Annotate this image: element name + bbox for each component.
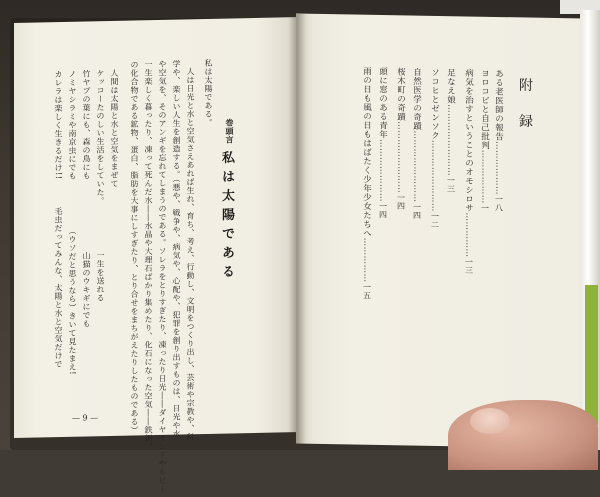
thumb <box>448 400 598 470</box>
toc-item: 桜木町の奇蹟……………………一四 <box>395 67 406 211</box>
toc-item: ある老医師の報告………………一八 <box>493 68 504 213</box>
body-line: 毛虫だってみんな、太陽と水と空気だけで <box>54 206 63 369</box>
toc-item: ヨロコビと自己批判………………一 <box>479 68 490 213</box>
body-line: 山猫のウキギにでも <box>82 251 91 329</box>
body-line: 人間は太陽と水と空気をまぜて <box>110 68 119 188</box>
left-page <box>14 17 300 494</box>
body-line: 学や、楽しい人生を創造する。（悪や、戦争や、病気や、心配や、犯罪を創り出すものは、日光や水 <box>172 59 181 439</box>
body-line: ケッコーたのしい生活をしていた。 <box>96 69 105 206</box>
page-number: — 9 — <box>72 413 99 423</box>
toc-item: 頭に窓のある青年…………………一四 <box>377 66 388 220</box>
toc-item: 自然医学の奇蹟……………………一四 <box>411 67 422 220</box>
chapter-title: 私は太陽である <box>219 150 234 284</box>
body-line: 私は太陽である。 <box>204 58 213 128</box>
toc-item: 雨の日も風の日もはばたく少年少女たちへ……………一五 <box>361 66 372 300</box>
body-line: 人は日光と水と空気さえあれば生れ、育ち、考え、行動し、文明をつくり出し、芸術や宗教や、科 <box>186 67 195 442</box>
appendix-heading: 附録 <box>517 77 533 150</box>
spine-stripe <box>585 285 598 425</box>
chapter-label: 巻頭言 <box>225 118 235 145</box>
body-line: （ウソだと思うなら）きいて見たまえ! <box>68 226 77 376</box>
thumbnail-nail <box>470 408 510 434</box>
toc-item: 足なえ娘……………………一三 <box>445 68 456 194</box>
toc-item: 病気を治すということのオモシロサ……………一三 <box>463 68 474 275</box>
body-line: の化合物である鉱物、蛋白、脂肪を大事にしすぎたり、とり合せをまちがえたりしたものである） <box>130 60 139 435</box>
body-line: 一生を送れる <box>96 251 105 303</box>
toc-item: ソコヒとゼンソク……………………一二 <box>429 67 440 229</box>
body-line: 一生楽しく暮ったり、凍って死んだ水――水晶や大理石ばかり集めたり、化石になった空気――鉄鋼、 <box>144 60 153 452</box>
body-line: ノミヤシラミや南京虫にでも <box>68 69 77 181</box>
body-line: 竹ヤブの葉にも、森の鳥にも <box>82 69 91 181</box>
body-line: カレラは楽しく生きるだけ!! <box>54 69 63 180</box>
right-page <box>296 13 584 448</box>
book-gutter <box>288 14 306 446</box>
body-line: や空気を、そのアンギを忘れてしまうのである。ソレラをとりすぎたり、凍ったり日光――ダイヤモンドやルビー <box>158 59 167 494</box>
